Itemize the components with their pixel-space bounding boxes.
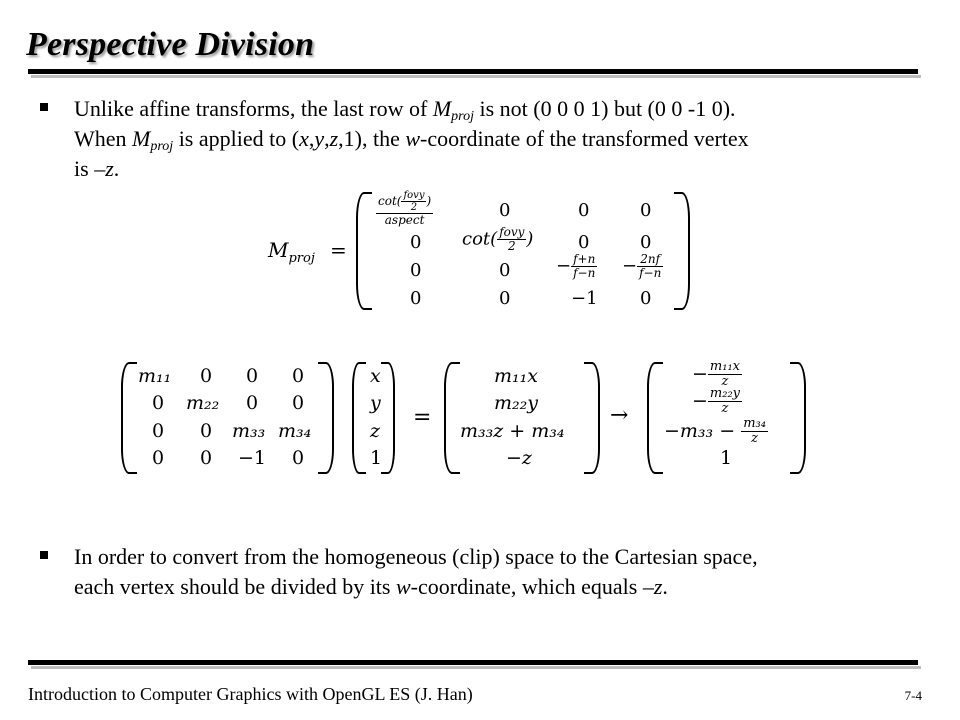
bullet-1-line-1: Unlike affine transforms, the last row of $M_{proj}$ is not (0 0 0 1) but (0 0 -1 0). (74, 96, 736, 124)
res-left-paren (444, 362, 460, 474)
a-r4-c1: 0 (152, 447, 165, 469)
a-r3-c2: 0 (200, 420, 213, 442)
a-r1-c1: m₁₁ (138, 365, 172, 387)
footer-course-title: Introduction to Computer Graphics with OpenGL ES (J. Han) (28, 684, 473, 704)
res-r2: m₂₂y (494, 392, 538, 414)
a-r4-c3: −1 (238, 447, 267, 469)
v-left-paren (352, 362, 366, 474)
footer-page-number: 7-4 (904, 688, 922, 703)
cell-r3-c4: − $\frac{2nf}{f-n}$ (622, 252, 662, 281)
a-right-paren (318, 362, 334, 474)
bullet-marker (40, 551, 48, 559)
a-r1-c2: 0 (200, 365, 213, 387)
cell-r1-c3: 0 (578, 200, 590, 221)
final-r2: − $\frac{\text{m₂₂y}}{z}$ (692, 386, 741, 417)
cell-r2-c3: 0 (578, 232, 590, 253)
cell-r4-c3: −1 (571, 288, 598, 309)
v-x: x (370, 365, 381, 387)
bullet-1-line-2: When $M_{proj}$ is applied to (x,y,z,1), the w-coordinate of the transformed vertex (74, 126, 749, 154)
v-one: 1 (370, 447, 383, 469)
cell-r1-c2: 0 (499, 200, 511, 221)
res-r3: m₃₃z + m₃₄ (460, 420, 565, 442)
a-r1-c3: 0 (246, 365, 259, 387)
final-right-paren (790, 362, 806, 474)
cell-r2-c1: 0 (410, 232, 422, 253)
bottom-rule (28, 660, 918, 665)
v-y: y (370, 392, 381, 414)
product-equals: = (413, 405, 432, 430)
cell-r2-c2: cot( $\frac{\text{fovy}}{2}$ ) (462, 225, 534, 254)
mproj-label: $M_{proj}$ (268, 238, 315, 266)
a-r3-c3: m₃₃ (232, 420, 266, 442)
a-r2-c4: 0 (292, 392, 305, 414)
res-r4: −z (506, 447, 532, 469)
cell-r4-c4: 0 (640, 288, 652, 309)
final-r1: − $\frac{\text{m₁₁x}}{z}$ (692, 359, 741, 390)
bullet-2-text (74, 542, 920, 602)
bullet-1-line-3: is –z. (74, 156, 120, 181)
final-r4: 1 (720, 447, 733, 469)
cell-r1-c4: 0 (640, 200, 652, 221)
res-r1: m₁₁x (494, 365, 538, 387)
cell-r4-c1: 0 (410, 288, 422, 309)
page-title: Perspective Division (26, 26, 315, 63)
v-right-paren (381, 362, 395, 474)
a-r2-c2: m₂₂ (186, 392, 220, 414)
bullet-2 (40, 542, 920, 602)
a-r4-c4: 0 (292, 447, 305, 469)
a-r4-c2: 0 (200, 447, 213, 469)
a-r2-c3: 0 (246, 392, 259, 414)
bullet-2-line-1: In order to convert from the homogeneous (clip) space to the Cartesian space, (74, 544, 758, 569)
equals-sign: = (330, 238, 347, 262)
a-left-paren (121, 362, 137, 474)
cell-r4-c2: 0 (499, 288, 511, 309)
cell-r3-c2: 0 (499, 260, 511, 281)
cell-r2-c4: 0 (640, 232, 652, 253)
cell-r3-c1: 0 (410, 260, 422, 281)
arrow: → (610, 403, 629, 428)
bottom-rule-shadow (31, 666, 921, 669)
a-r1-c4: 0 (292, 365, 305, 387)
a-r2-c1: 0 (152, 392, 165, 414)
final-left-paren (647, 362, 663, 474)
bullet-2-line-2: each vertex should be divided by its w-coordinate, which equals –z. (74, 574, 668, 599)
a-r3-c1: 0 (152, 420, 165, 442)
cell-r1-c1: cot( $\frac{\text{fovy}}{2}$ ) aspect (378, 190, 432, 227)
res-right-paren (584, 362, 600, 474)
a-r3-c4: m₃₄ (278, 420, 312, 442)
cell-r3-c3: − $\frac{f+n}{f-n}$ (556, 252, 596, 281)
final-r3: −m₃₃ − $\frac{\text{m₃₄}}{z}$ (664, 416, 766, 447)
v-z: z (370, 420, 381, 442)
